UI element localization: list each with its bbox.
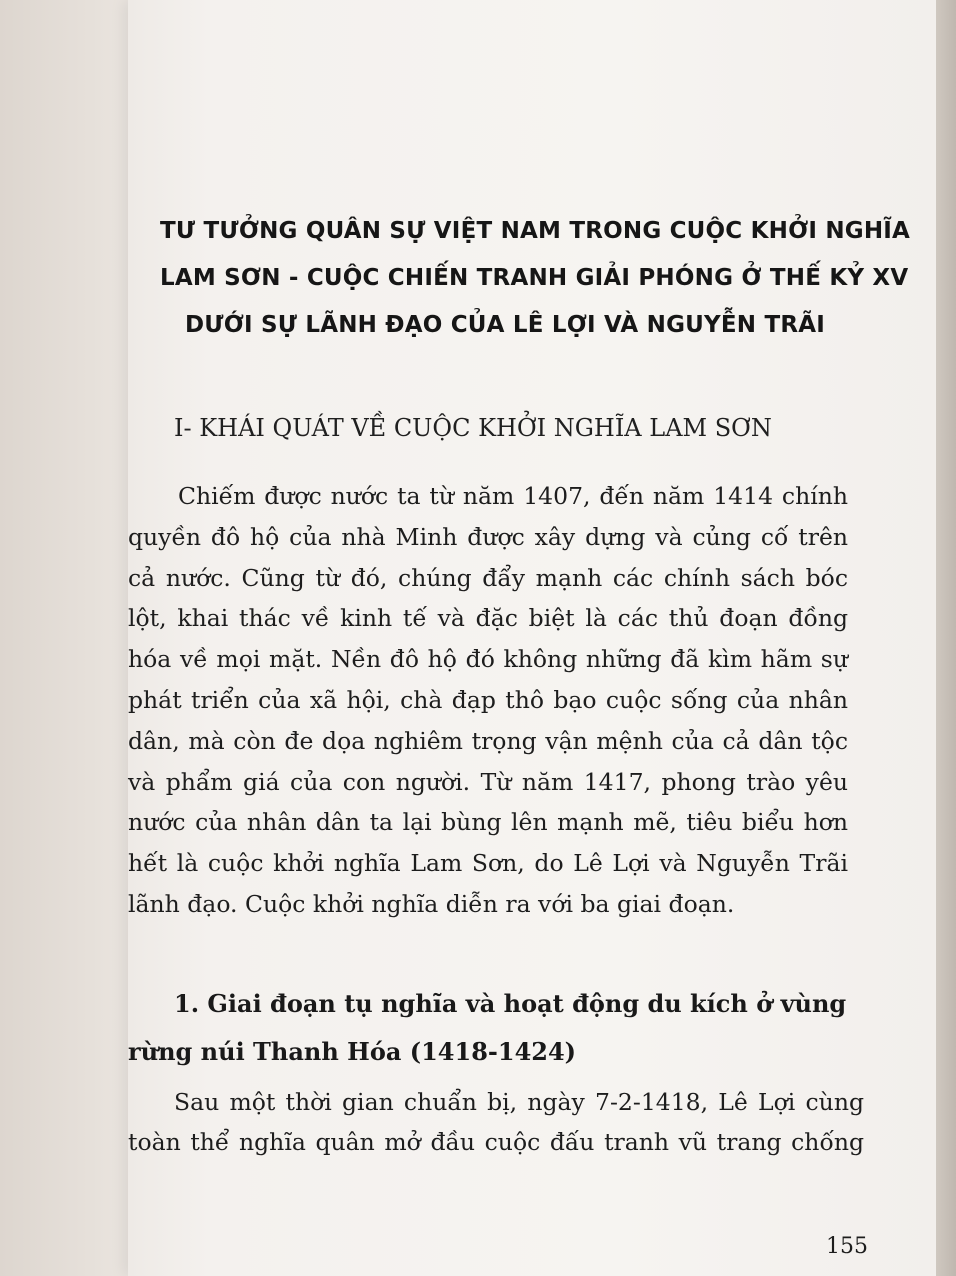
text-line: Chiếm được nước ta từ năm 1407, đến năm 1414 chính (178, 482, 848, 510)
text-line: và phẩm giá của con người. Từ năm 1417, phong trào yêu (128, 767, 848, 796)
text-line: hết là cuộc khởi nghĩa Lam Sơn, do Lê Lợi và Nguyễn Trãi (128, 849, 848, 878)
text-line: Sau một thời gian chuẩn bị, ngày 7-2-1418, Lê Lợi cùng (174, 1088, 864, 1116)
text-line: toàn thể nghĩa quân mở đầu cuộc đấu tranh vũ trang chống (128, 1128, 864, 1156)
text-line: phát triển của xã hội, chà đạp thô bạo cuộc sống của nhân (128, 685, 848, 714)
text-line: nước của nhân dân ta lại bùng lên mạnh mẽ, tiêu biểu hơn (128, 808, 848, 837)
subheading (128, 980, 860, 1076)
page-number: 155 (826, 1234, 868, 1259)
section-heading: I- KHÁI QUÁT VỀ CUỘC KHỞI NGHĨA LAM SƠN (174, 414, 772, 442)
text-line: quyền đô hộ của nhà Minh được xây dựng và củng cố trên (128, 522, 848, 551)
chapter-title (160, 208, 911, 349)
paragraph-1 (128, 476, 848, 925)
text-line: hóa về mọi mặt. Nền đô hộ đó không những đã kìm hãm sự (128, 645, 848, 674)
text-line: cả nước. Cũng từ đó, chúng đẩy mạnh các chính sách bóc (128, 563, 848, 592)
title-line: DƯỚI SỰ LÃNH ĐẠO CỦA LÊ LỢI VÀ NGUYỄN TRÃI (184, 312, 826, 338)
text-line: dân, mà còn đe dọa nghiêm trọng vận mệnh của cả dân tộc (128, 726, 848, 755)
background-right (936, 0, 956, 1276)
text-line: lãnh đạo. Cuộc khởi nghĩa diễn ra với ba giai đoạn. (128, 889, 735, 918)
paragraph-2 (128, 1082, 864, 1162)
subheading-line: 1. Giai đoạn tụ nghĩa và hoạt động du kích ở vùng (174, 989, 847, 1018)
title-line: LAM SƠN - CUỘC CHIẾN TRANH GIẢI PHÓNG Ở THẾ KỶ XV (160, 265, 909, 291)
text-line: lột, khai thác về kinh tế và đặc biệt là các thủ đoạn đồng (128, 604, 848, 633)
title-line: TƯ TƯỞNG QUÂN SỰ VIỆT NAM TRONG CUỘC KHỞI NGHĨA (160, 218, 911, 244)
subheading-line: rừng núi Thanh Hóa (1418-1424) (128, 1037, 577, 1066)
